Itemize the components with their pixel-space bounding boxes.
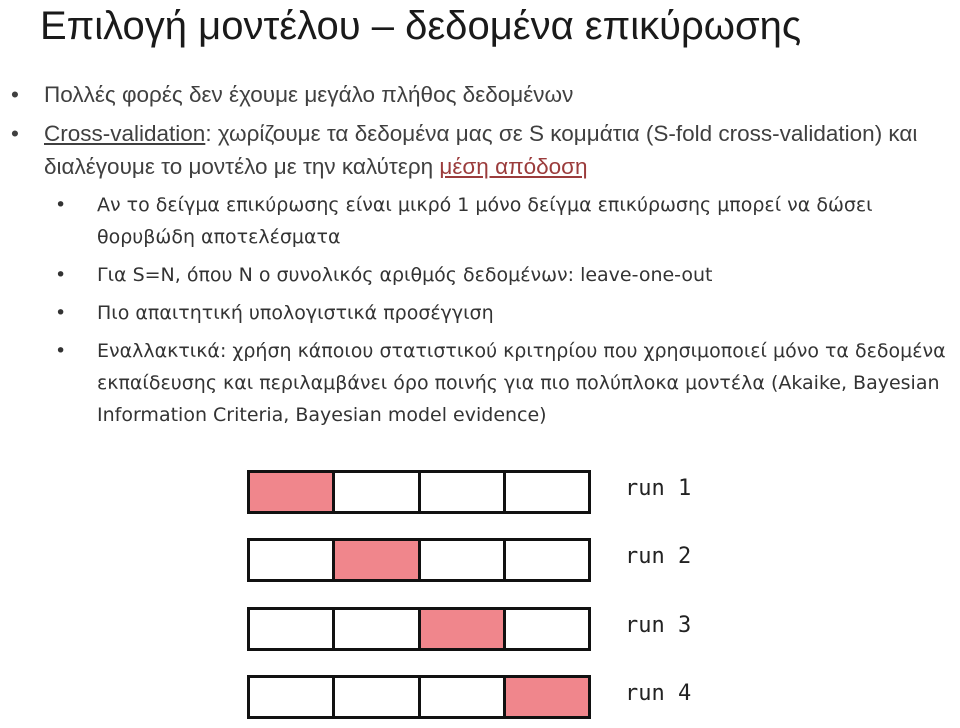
mean-performance-term: μέση απόδοση	[439, 154, 588, 179]
sub-bullet-dot-icon: •	[55, 194, 67, 216]
run-label: run 4	[625, 681, 692, 706]
bullet-1-text: Πολλές φορές δεν έχουμε μεγάλο πλήθος δεδομένων	[44, 82, 574, 107]
training-fold-cell	[506, 610, 588, 648]
training-fold-cell	[421, 541, 506, 579]
training-fold-cell	[506, 473, 588, 511]
run-label: run 3	[625, 613, 692, 638]
run-row	[247, 538, 707, 586]
sub-bullet-3	[55, 297, 959, 329]
run-label: run 2	[625, 544, 692, 569]
cross-validation-term: Cross-validation	[44, 121, 206, 146]
bullet-list	[0, 78, 960, 437]
validation-fold-cell	[506, 678, 588, 716]
sub-bullet-dot-icon: •	[55, 302, 67, 324]
sub-bullet-4-text: Εναλλακτικά: χρήση κάποιου στατιστικού κριτηρίου που χρησιμοποιεί μόνο τα δεδομένα εκπαίδευσης και περιλαμβάνει όρο ποινής για πιο πολύπλοκα μοντέλα (Akaike, Bayesian Information Criteria, Bayesian model evidence)	[97, 340, 946, 426]
fold-bar	[247, 470, 591, 514]
validation-fold-cell	[335, 541, 420, 579]
training-fold-cell	[421, 678, 506, 716]
sub-bullet-dot-icon: •	[55, 264, 67, 286]
training-fold-cell	[421, 473, 506, 511]
bullet-2	[11, 117, 944, 183]
training-fold-cell	[250, 541, 335, 579]
sub-bullet-1	[55, 189, 959, 253]
training-fold-cell	[335, 473, 420, 511]
run-row	[247, 470, 707, 518]
sub-bullet-4	[55, 335, 959, 431]
sub-bullet-dot-icon: •	[55, 340, 67, 362]
sub-bullet-3-text: Πιο απαιτητική υπολογιστικά προσέγγιση	[97, 302, 494, 324]
fold-bar	[247, 675, 591, 719]
bullet-2-text: : χωρίζουμε τα δεδομένα μας σε S κομμάτια (S-fold cross-validation) και διαλέγουμε το μοντέλο με την καλύτερη	[44, 121, 918, 179]
bullet-dot-icon: •	[11, 82, 19, 107]
training-fold-cell	[335, 678, 420, 716]
validation-fold-cell	[250, 473, 335, 511]
cross-validation-diagram	[247, 470, 707, 720]
sub-bullet-1-text: Αν το δείγμα επικύρωσης είναι μικρό 1 μόνο δείγμα επικύρωσης μπορεί να δώσει θορυβώδη αποτελέσματα	[97, 194, 873, 248]
training-fold-cell	[250, 610, 335, 648]
fold-bar	[247, 607, 591, 651]
run-label: run 1	[625, 476, 692, 501]
sub-bullet-2-text: Για S=N, όπου N ο συνολικός αριθμός δεδομένων: leave-one-out	[97, 264, 713, 286]
sub-bullet-2	[55, 259, 959, 291]
training-fold-cell	[506, 541, 588, 579]
bullet-dot-icon: •	[11, 121, 19, 146]
slide-title: Επιλογή μοντέλου – δεδομένα επικύρωσης	[40, 4, 802, 48]
run-row	[247, 675, 707, 723]
validation-fold-cell	[421, 610, 506, 648]
training-fold-cell	[335, 610, 420, 648]
run-row	[247, 607, 707, 655]
fold-bar	[247, 538, 591, 582]
training-fold-cell	[250, 678, 335, 716]
bullet-1	[11, 78, 944, 111]
